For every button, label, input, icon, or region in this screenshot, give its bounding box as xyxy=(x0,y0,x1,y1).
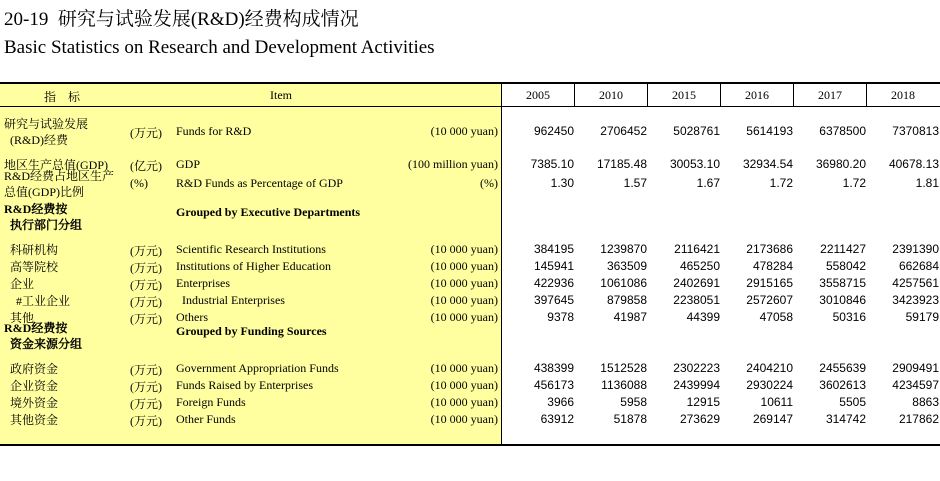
value-cell: 1136088 xyxy=(601,378,647,392)
value-cell: 32934.54 xyxy=(742,157,793,171)
row-label-cn: 地区生产总值(GDP) xyxy=(4,158,108,172)
row-label-en: GDP xyxy=(176,157,201,171)
row-label-en: Scientific Research Institutions xyxy=(176,242,326,256)
row-label-cn: 企业资金 xyxy=(4,379,59,393)
row-label-en: Funds for R&D xyxy=(176,124,252,138)
value-cell: 384195 xyxy=(533,242,574,256)
value-cell: 1061086 xyxy=(600,276,647,290)
value-cell: 465250 xyxy=(679,259,720,273)
value-cell: 2402691 xyxy=(673,276,720,290)
value-cell: 17185.48 xyxy=(596,157,647,171)
page-title-cn: 20-19 研究与试验发展(R&D)经费构成情况 xyxy=(4,9,359,30)
value-cell: 314742 xyxy=(825,412,866,426)
row-label-cn: 高等院校 xyxy=(4,260,59,274)
value-cell: 269147 xyxy=(752,412,793,426)
row-unit-en: (10 000 yuan) xyxy=(430,412,498,426)
value-cell: 273629 xyxy=(679,412,720,426)
value-cell: 3558715 xyxy=(819,276,866,290)
value-cell: 5614193 xyxy=(746,124,793,138)
value-cell: 3010846 xyxy=(819,293,866,307)
value-cell: 1239870 xyxy=(600,242,647,256)
row-unit-en: (10 000 yuan) xyxy=(430,378,498,392)
value-cell: 478284 xyxy=(752,259,793,273)
row-unit-cn: (万元) xyxy=(130,363,162,377)
value-cell: 50316 xyxy=(832,310,866,324)
row-label-cn: 企业 xyxy=(4,277,35,291)
value-cell: 422936 xyxy=(533,276,574,290)
row-unit-en: (%) xyxy=(480,176,498,190)
header-year: 2018 xyxy=(891,88,915,102)
row-label-cn: 政府资金 xyxy=(4,362,59,376)
value-cell: 1.57 xyxy=(623,176,647,190)
value-cell: 2706452 xyxy=(600,124,647,138)
value-cell: 44399 xyxy=(686,310,720,324)
value-cell: 2173686 xyxy=(746,242,793,256)
header-year: 2016 xyxy=(745,88,769,102)
value-cell: 63912 xyxy=(540,412,574,426)
value-cell: 363509 xyxy=(606,259,647,273)
row-label-cn: 科研机构 xyxy=(4,243,59,257)
value-cell: 3423923 xyxy=(892,293,939,307)
value-cell: 9378 xyxy=(547,310,574,324)
row-label-cn: R&D经费按 资金来源分组 xyxy=(4,321,83,351)
value-cell: 40678.13 xyxy=(888,157,939,171)
value-cell: 1.81 xyxy=(915,176,939,190)
value-cell: 4257561 xyxy=(892,276,939,290)
row-label-cn: 其他 xyxy=(4,311,35,325)
value-cell: 438399 xyxy=(533,361,574,375)
value-cell: 4234597 xyxy=(892,378,939,392)
row-label-en: R&D Funds as Percentage of GDP xyxy=(176,176,343,190)
row-label-cn: 其他资金 xyxy=(4,413,59,427)
value-cell: 456173 xyxy=(533,378,574,392)
row-unit-cn: (%) xyxy=(130,176,148,190)
row-unit-en: (10 000 yuan) xyxy=(430,124,498,138)
value-cell: 145941 xyxy=(533,259,574,273)
row-label-en: Grouped by Funding Sources xyxy=(176,324,327,338)
value-cell: 1.67 xyxy=(696,176,720,190)
value-cell: 1.72 xyxy=(842,176,866,190)
row-unit-en: (10 000 yuan) xyxy=(430,276,498,290)
row-unit-cn: (万元) xyxy=(130,312,162,326)
value-cell: 662684 xyxy=(898,259,939,273)
statistics-table xyxy=(0,82,940,446)
row-label-en: Foreign Funds xyxy=(176,395,246,409)
value-cell: 1.30 xyxy=(550,176,574,190)
value-cell: 36980.20 xyxy=(815,157,866,171)
value-cell: 2211427 xyxy=(820,242,866,256)
row-unit-en: (10 000 yuan) xyxy=(430,242,498,256)
value-cell: 217862 xyxy=(898,412,939,426)
row-unit-cn: (万元) xyxy=(130,278,162,292)
row-label-en: Other Funds xyxy=(176,412,236,426)
row-unit-cn: (万元) xyxy=(130,414,162,428)
value-cell: 962450 xyxy=(533,124,574,138)
row-unit-en: (10 000 yuan) xyxy=(430,259,498,273)
value-cell: 7385.10 xyxy=(530,157,574,171)
row-label-en: Enterprises xyxy=(176,276,230,290)
value-cell: 41987 xyxy=(613,310,647,324)
header-bottom-rule xyxy=(0,106,940,107)
header-year: 2017 xyxy=(818,88,842,102)
value-cell: 7370813 xyxy=(892,124,939,138)
row-label-en: Government Appropriation Funds xyxy=(176,361,339,375)
value-cell: 30053.10 xyxy=(669,157,720,171)
value-cell: 1.72 xyxy=(769,176,793,190)
value-cell: 12915 xyxy=(686,395,720,409)
value-cell: 2404210 xyxy=(746,361,793,375)
row-label-en: Industrial Enterprises xyxy=(176,293,285,307)
value-cell: 51878 xyxy=(613,412,647,426)
row-label-en: Others xyxy=(176,310,208,324)
row-unit-cn: (万元) xyxy=(130,126,162,140)
row-label-en: Institutions of Higher Education xyxy=(176,259,331,273)
value-cell: 2391390 xyxy=(892,242,939,256)
row-unit-en: (10 000 yuan) xyxy=(430,361,498,375)
row-unit-en: (10 000 yuan) xyxy=(430,395,498,409)
value-cell: 10611 xyxy=(760,395,793,409)
row-unit-cn: (万元) xyxy=(130,397,162,411)
row-label-en: Grouped by Executive Departments xyxy=(176,205,361,219)
value-cell: 47058 xyxy=(759,310,793,324)
value-cell: 59179 xyxy=(905,310,939,324)
value-cell: 1512528 xyxy=(600,361,647,375)
value-cell: 2915165 xyxy=(746,276,793,290)
value-cell: 2909491 xyxy=(892,361,939,375)
table-bottom-rule xyxy=(0,444,940,446)
header-item: Item xyxy=(270,88,292,102)
value-cell: 879858 xyxy=(606,293,647,307)
row-unit-cn: (万元) xyxy=(130,244,162,258)
value-cell: 2238051 xyxy=(673,293,720,307)
value-cell: 5958 xyxy=(620,395,647,409)
value-cell: 5505 xyxy=(839,395,866,409)
value-cell: 558042 xyxy=(825,259,866,273)
row-label-cn: R&D经费按 执行部门分组 xyxy=(4,202,83,232)
row-unit-en: (100 million yuan) xyxy=(408,157,498,171)
header-indicator: 指 标 xyxy=(44,90,81,104)
row-label-en: Funds Raised by Enterprises xyxy=(176,378,313,392)
header-year: 2005 xyxy=(526,88,550,102)
value-cell: 5028761 xyxy=(673,124,720,138)
row-label-cn: #工业企业 xyxy=(4,294,71,308)
row-label-cn: 研究与试验发展 (R&D)经费 xyxy=(4,117,89,147)
value-cell: 2455639 xyxy=(819,361,866,375)
row-unit-cn: (万元) xyxy=(130,295,162,309)
header-year: 2015 xyxy=(672,88,696,102)
row-unit-cn: (亿元) xyxy=(130,159,162,173)
row-unit-en: (10 000 yuan) xyxy=(430,293,498,307)
value-cell: 6378500 xyxy=(819,124,866,138)
value-cell: 3602613 xyxy=(819,378,866,392)
row-unit-en: (10 000 yuan) xyxy=(430,310,498,324)
row-label-cn: 境外资金 xyxy=(4,396,59,410)
value-cell: 2439994 xyxy=(673,378,720,392)
value-cell: 2302223 xyxy=(673,361,720,375)
value-cell: 2572607 xyxy=(746,293,793,307)
value-cell: 397645 xyxy=(533,293,574,307)
row-unit-cn: (万元) xyxy=(130,380,162,394)
page-title-en: Basic Statistics on Research and Development Activities xyxy=(4,37,435,58)
value-cell: 8863 xyxy=(912,395,939,409)
value-cell: 2930224 xyxy=(746,378,793,392)
value-cell: 3966 xyxy=(547,395,574,409)
table-top-rule xyxy=(0,82,940,84)
row-unit-cn: (万元) xyxy=(130,261,162,275)
value-cell: 2116421 xyxy=(674,242,720,256)
row-label-cn: R&D经费占地区生产 总值(GDP)比例 xyxy=(4,169,115,199)
header-year: 2010 xyxy=(599,88,623,102)
